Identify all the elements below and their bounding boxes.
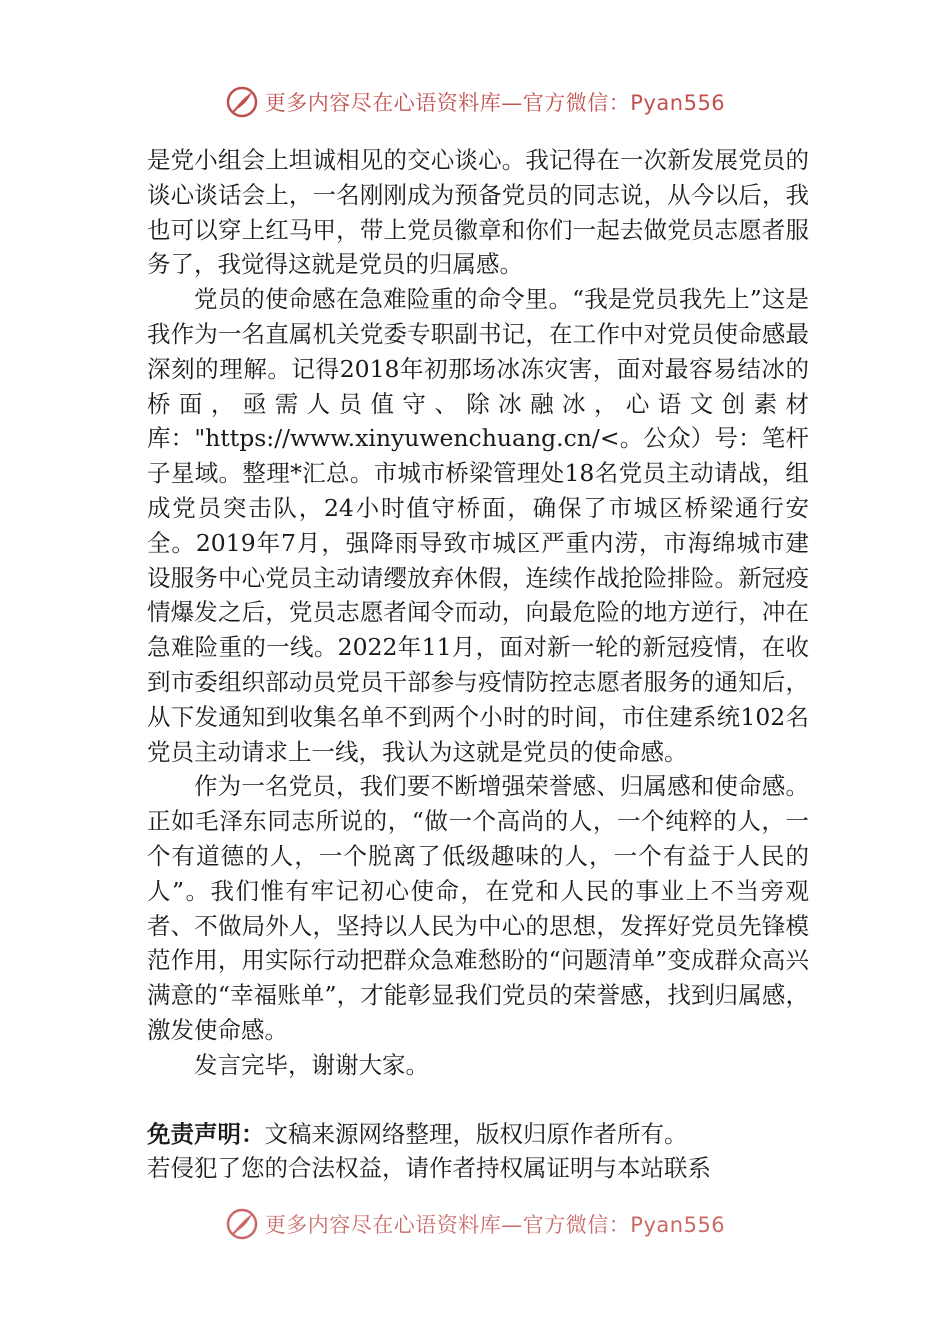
- spacer: [147, 1083, 809, 1117]
- paragraph-mission: 党员的使命感在急难险重的命令里。“我是党员我先上”这是我作为一名直属机关党委专职副书记，在工作中对党员使命感最深刻的理解。记得2018年初那场冰冻灾害，面对最容易结冰的桥面，亟需人员值守、除冰融冰，心语文创素材库："https://www.xinyuwenchuang.cn/<。公众）号：笔杆子星域。整理*汇总。市城市桥梁管理处18名党员主动请战，组成党员突击队，24小时值守桥面，确保了市城区桥梁通行安全。2019年7月，强降雨导致市城区严重内涝，市海绵城市建设服务中心党员主动请缨放弃休假，连续作战抢险排险。新冠疫情爆发之后，党员志愿者闻令而动，向最危险的地方逆行，冲在急难险重的一线。2022年11月，面对新一轮的新冠疫情，在收到市委组织部动员党员干部参与疫情防控志愿者服务的通知后，从下发通知到收集名单不到两个小时的时间，市住建系统102名党员主动请求上一线，我认为这就是党员的使命感。: [147, 285, 809, 766]
- watermark-text: 更多内容尽在心语资料库—官方微信：Pyan556: [264, 91, 726, 115]
- disclaimer-line-2: 若侵犯了您的合法权益，请作者持权属证明与本站联系: [147, 1154, 711, 1183]
- disclaimer-text-1: 文稿来源网络整理，版权归原作者所有。: [264, 1119, 688, 1148]
- document-body: [147, 143, 809, 1186]
- paragraph-closing: 发言完毕，谢谢大家。: [194, 1050, 429, 1079]
- disclaimer-line-1: [147, 1117, 809, 1152]
- footer-watermark: [0, 1207, 950, 1241]
- paragraph-conclusion: 作为一名党员，我们要不断增强荣誉感、归属感和使命感。正如毛泽东同志所说的，“做一个高尚的人，一个纯粹的人，一个有道德的人，一个脱离了低级趣味的人，一个有益于人民的人”。我们惟有牢记初心使命，在党和人民的事业上不当旁观者、不做局外人，坚持以人民为中心的思想，发挥好党员先锋模范作用，用实际行动把群众急难愁盼的“问题清单”变成群众高兴满意的“幸福账单”，才能彰显我们党员的荣誉感，找到归属感，激发使命感。: [147, 772, 809, 1044]
- watermark-text: 更多内容尽在心语资料库—官方微信：Pyan556: [264, 1213, 726, 1237]
- header-watermark: [0, 85, 950, 119]
- disclaimer-label: 免责声明：: [147, 1119, 265, 1148]
- feather-logo-icon: [225, 1207, 259, 1241]
- paragraph-belonging: 是党小组会上坦诚相见的交心谈心。我记得在一次新发展党员的谈心谈话会上，一名刚刚成为预备党员的同志说，从今以后，我也可以穿上红马甲，带上党员徽章和你们一起去做党员志愿者服务了，我觉得这就是党员的归属感。: [147, 146, 809, 279]
- feather-logo-icon: [225, 85, 259, 119]
